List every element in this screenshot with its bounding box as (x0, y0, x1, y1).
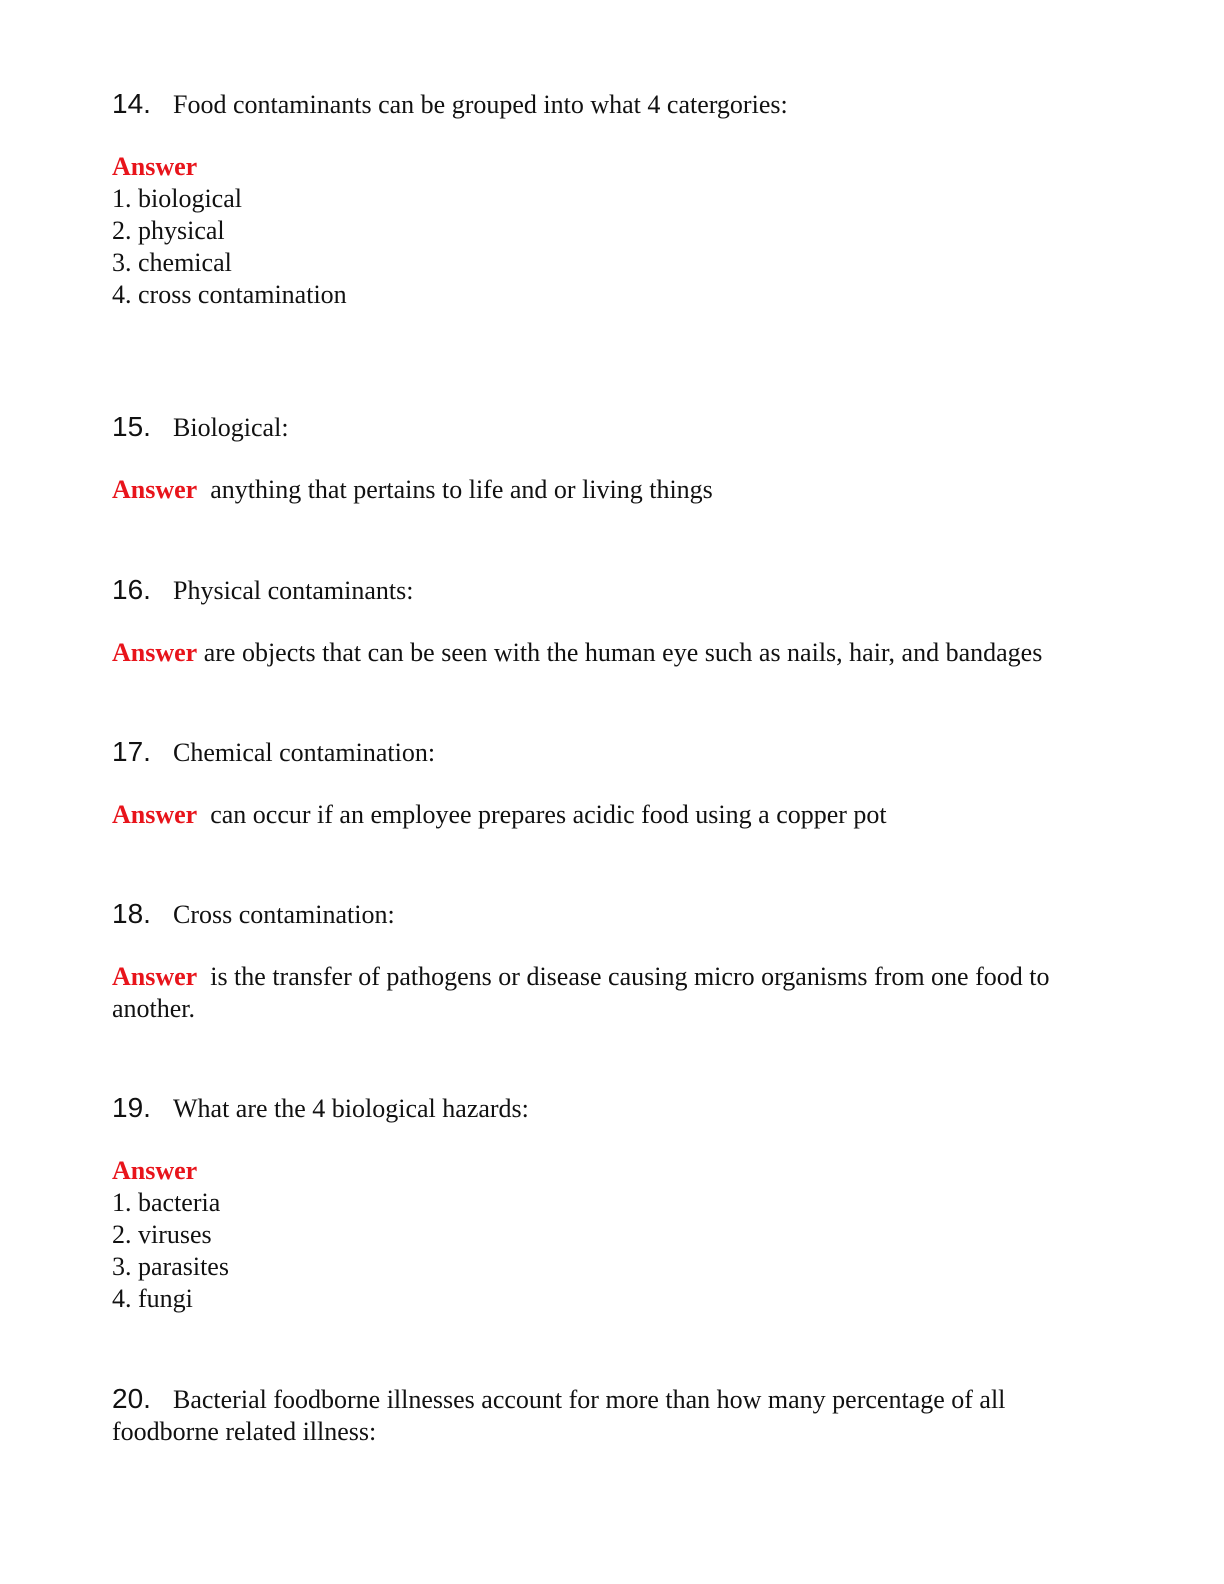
question-line (112, 88, 1112, 121)
answer-text-continued: another. (112, 994, 196, 1023)
answer-block (112, 637, 1112, 669)
answer-block (112, 799, 1112, 831)
question-18 (112, 898, 1112, 1025)
question-14 (112, 88, 1112, 311)
answer-label: Answer (112, 475, 198, 504)
answer-list-item: 1. biological (112, 184, 242, 213)
question-17 (112, 736, 1112, 831)
answer-block (112, 1155, 1112, 1315)
question-line (112, 736, 1112, 769)
answer-list-item: 3. chemical (112, 248, 232, 277)
answer-label: Answer (112, 152, 198, 181)
question-line (112, 898, 1112, 931)
question-line (112, 574, 1112, 607)
question-text: Physical contaminants: (173, 576, 414, 605)
answer-list-item: 1. bacteria (112, 1188, 221, 1217)
answer-label: Answer (112, 638, 198, 667)
question-15 (112, 411, 1112, 506)
question-19 (112, 1092, 1112, 1315)
answer-label: Answer (112, 1156, 198, 1185)
answer-text: can occur if an employee prepares acidic food using a copper pot (210, 800, 887, 829)
question-number: 14. (112, 88, 151, 119)
question-number: 18. (112, 898, 151, 929)
answer-heading (112, 1155, 1112, 1187)
answer-block (112, 151, 1112, 311)
question-line (112, 1383, 1112, 1416)
question-text-continued: foodborne related illness: (112, 1417, 377, 1446)
answer-list-item: 4. cross contamination (112, 280, 347, 309)
answer-list-item: 3. parasites (112, 1252, 229, 1281)
answer-list-item: 4. fungi (112, 1284, 193, 1313)
answer-list-item: 2. viruses (112, 1220, 212, 1249)
answer-line (112, 961, 1112, 993)
answer-label: Answer (112, 800, 198, 829)
question-number: 17. (112, 736, 151, 767)
question-line (112, 411, 1112, 444)
answer-block (112, 961, 1112, 1025)
answer-text: anything that pertains to life and or living things (210, 475, 713, 504)
question-number: 16. (112, 574, 151, 605)
answer-block (112, 474, 1112, 506)
question-number: 19. (112, 1092, 151, 1123)
question-number: 15. (112, 411, 151, 442)
question-16 (112, 574, 1112, 669)
answer-heading (112, 151, 1112, 183)
answer-text: are objects that can be seen with the human eye such as nails, hair, and bandages (203, 638, 1043, 667)
question-text: Biological: (173, 413, 289, 442)
answer-list-item: 2. physical (112, 216, 225, 245)
question-text: Chemical contamination: (173, 738, 436, 767)
question-text: Bacterial foodborne illnesses account for more than how many percentage of all (173, 1385, 1006, 1414)
question-20 (112, 1383, 1112, 1448)
answer-text: is the transfer of pathogens or disease causing micro organisms from one food to (210, 962, 1050, 991)
question-text: Food contaminants can be grouped into what 4 catergories: (173, 90, 788, 119)
question-text: Cross contamination: (173, 900, 395, 929)
question-number: 20. (112, 1383, 151, 1414)
question-text: What are the 4 biological hazards: (173, 1094, 529, 1123)
answer-label: Answer (112, 962, 198, 991)
question-line (112, 1092, 1112, 1125)
